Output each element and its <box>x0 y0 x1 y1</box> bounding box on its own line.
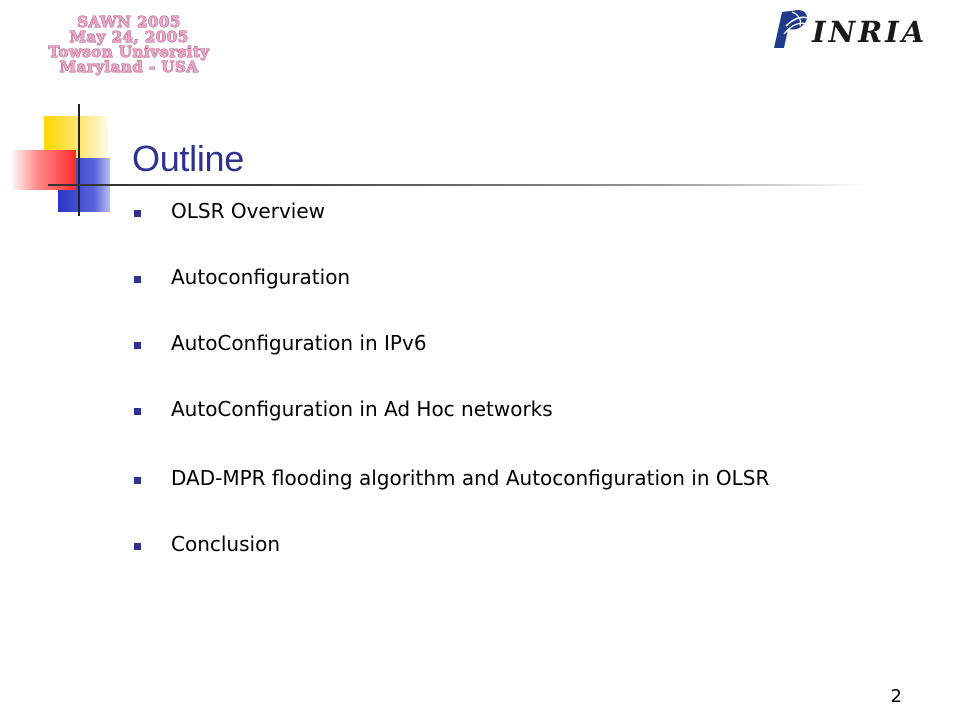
square-bullet-icon <box>134 210 141 217</box>
conference-logo-line: Maryland - USA <box>59 58 199 76</box>
square-bullet-icon <box>134 477 141 484</box>
list-item-label: AutoConfiguration in IPv6 <box>171 331 427 355</box>
inria-emblem-icon <box>774 10 808 48</box>
page-number: 2 <box>890 686 902 707</box>
slide-title: Outline <box>132 138 244 179</box>
square-bullet-icon <box>134 276 141 283</box>
conference-logo <box>22 14 236 76</box>
conference-logo-line: SAWN 2005 <box>77 14 181 31</box>
conference-logo-line: Towson University <box>48 43 210 61</box>
inria-logo <box>772 4 944 56</box>
title-underline <box>48 184 868 186</box>
square-bullet-icon <box>134 408 141 415</box>
list-item-label: AutoConfiguration in Ad Hoc networks <box>171 397 553 421</box>
square-bullet-icon <box>134 342 141 349</box>
decorative-vertical-line <box>78 104 80 216</box>
list-item-label: OLSR Overview <box>171 199 325 223</box>
square-bullet-icon <box>134 543 141 550</box>
list-item-label: Conclusion <box>171 532 280 556</box>
conference-logo-line: May 24, 2005 <box>69 28 189 46</box>
list-item-label: Autoconfiguration <box>171 265 351 289</box>
list-item-label: DAD-MPR flooding algorithm and Autoconfiguration in OLSR <box>171 466 770 490</box>
inria-wordmark: INRIA <box>812 15 928 49</box>
